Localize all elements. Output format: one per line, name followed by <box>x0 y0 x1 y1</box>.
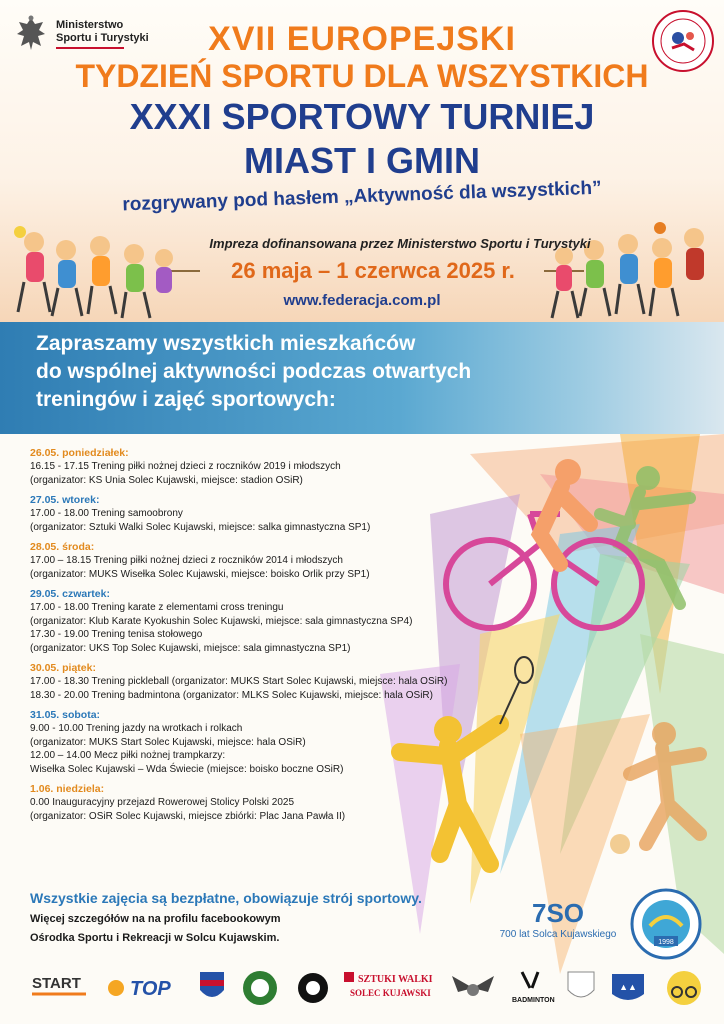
start-logo <box>28 968 90 1008</box>
schedule-line: 17.00 - 18.00 Trening samoobrony <box>30 508 183 519</box>
schedule-day <box>30 540 530 581</box>
skate-club-logo <box>608 968 648 1008</box>
title-line-1: XVII EUROPEJSKI <box>208 20 516 58</box>
schedule-line: (organizator: MUKS Start Solec Kujawski, miejsce: hala OSiR) <box>30 736 306 748</box>
badminton-logo-text: BADMINTON <box>512 997 555 1004</box>
title-line-3: XXXI SPORTOWY TURNIEJ <box>129 96 595 137</box>
sztuki-walki-line-2: SOLEC KUJAWSKI <box>350 988 431 998</box>
unia-logo <box>198 968 226 1008</box>
more-info-line-1: Więcej szczegółów na na profilu facebookowym <box>30 913 281 925</box>
osir-year: 1998 <box>658 939 674 946</box>
schedule-line: (organizator: OSiR Solec Kujawski, miejsce zbiórki: Plac Jana Pawła II) <box>30 810 346 822</box>
funding-note: Impreza dofinansowana przez Ministerstwo Sportu i Turystyki <box>209 236 591 251</box>
event-dates: 26 maja – 1 czerwca 2025 r. <box>231 258 515 283</box>
day-title: 1.06. niedziela: <box>30 783 105 795</box>
club-crest-logo <box>566 968 596 1008</box>
invitation-band <box>0 322 724 434</box>
schedule-line: (organizator: Klub Karate Kyokushin Solec Kujawski, miejsce: sala gimnastyczna SP4) <box>30 615 413 627</box>
cycling-club-logo <box>664 968 704 1008</box>
schedule-line: 18.30 - 20.00 Trening badmintona (organizator: MLKS Solec Kujawski, miejsce: hala OSiR) <box>30 689 433 701</box>
kyokushin-logo <box>296 968 330 1008</box>
free-entry-note: Wszystkie zajęcia są bezpłatne, obowiązuje strój sportowy. <box>30 890 422 906</box>
uks-top-logo <box>104 968 188 1008</box>
sztuki-walki-line-1: SZTUKI WALKI <box>358 974 433 985</box>
schedule-line: (organizator: Sztuki Walki Solec Kujawski, miejsce: salka gimnastyczna SP1) <box>30 521 371 533</box>
invitation-line-2: do wspólnej aktywności podczas otwartych <box>36 360 472 383</box>
anniversary-caption: 700 lat Solca Kujawskiego <box>499 929 617 940</box>
day-title: 26.05. poniedziałek: <box>30 447 129 459</box>
sponsor-logos <box>0 964 724 1024</box>
day-title: 27.05. wtorek: <box>30 494 100 506</box>
schedule-day <box>30 661 530 702</box>
osir-logo <box>628 886 704 962</box>
schedule-line: 17.00 – 18.15 Trening piłki nożnej dzieci z roczników 2014 i młodszych <box>30 555 343 566</box>
schedule-line: 16.15 - 17.15 Trening piłki nożnej dzieci z roczników 2019 i młodszych <box>30 461 341 472</box>
sztuki-walki-logo <box>344 968 434 1008</box>
schedule-day <box>30 708 530 776</box>
schedule-line: 0.00 Inauguracyjny przejazd Rowerowej Stolicy Polski 2025 <box>30 797 295 808</box>
day-title: 29.05. czwartek: <box>30 588 110 600</box>
website-link[interactable]: www.federacja.com.pl <box>283 292 441 309</box>
uks-top-logo-text: TOP <box>130 978 171 1000</box>
schedule-line: (organizator: KS Unia Solec Kujawski, miejsce: stadion OSiR) <box>30 474 303 486</box>
day-title: 31.05. sobota: <box>30 709 101 721</box>
day-title: 28.05. środa: <box>30 541 95 553</box>
schedule-line: (organizator: MUKS Wisełka Solec Kujawski, miejsce: boisko Orlik przy SP1) <box>30 568 370 580</box>
schedule-line: 17.00 - 18.00 Trening karate z elementami cross treningu <box>30 602 284 613</box>
schedule-line: 17.30 - 19.00 Trening tenisa stołowego <box>30 629 203 640</box>
wings-logo <box>448 968 498 1008</box>
ministry-name-line1: Ministerstwo <box>56 19 124 31</box>
start-logo-text: START <box>32 975 81 992</box>
schedule-day <box>30 493 530 534</box>
slogan: rozgrywany pod hasłem „Aktywność dla wszystkich” <box>122 177 602 216</box>
anniversary-mark: 7SO <box>531 898 585 928</box>
badminton-logo <box>510 968 556 1008</box>
invitation-line-1: Zapraszamy wszystkich mieszkańców <box>36 332 416 355</box>
title-line-4: MIAST I GMIN <box>244 140 480 181</box>
schedule-line: (organizator: UKS Top Solec Kujawski, miejsce: sala gimnastyczna SP1) <box>30 642 351 654</box>
day-title: 30.05. piątek: <box>30 662 96 674</box>
schedule-line: 9.00 - 10.00 Trening jazdy na wrotkach i rolkach <box>30 723 243 734</box>
ministry-name-line2: Sportu i Turystyki <box>56 32 149 44</box>
title-line-2: TYDZIEŃ SPORTU DLA WSZYSTKICH <box>75 58 649 94</box>
more-info-line-2: Ośrodka Sportu i Rekreacji w Solcu Kujawskim. <box>30 932 280 944</box>
schedule-day <box>30 782 530 823</box>
schedule-line: 12.00 – 14.00 Mecz piłki nożnej trampkarzy: <box>30 750 226 761</box>
schedule-line: 17.00 - 18.30 Trening pickleball (organizator: MUKS Start Solec Kujawski, miejsce: hala OSiR) <box>30 676 448 687</box>
anniversary-logo <box>488 898 628 940</box>
schedule-day <box>30 587 530 655</box>
poster-header <box>0 0 724 322</box>
schedule <box>30 446 530 829</box>
wiselka-logo <box>240 968 280 1008</box>
schedule-line: Wisełka Solec Kujawski – Wda Świecie (miejsce: boisko boczne OSiR) <box>30 763 344 775</box>
invitation-line-3: treningów i zajęć sportowych: <box>36 388 336 411</box>
schedule-day <box>30 446 530 487</box>
svg-text:▲▲: ▲▲ <box>619 982 637 992</box>
